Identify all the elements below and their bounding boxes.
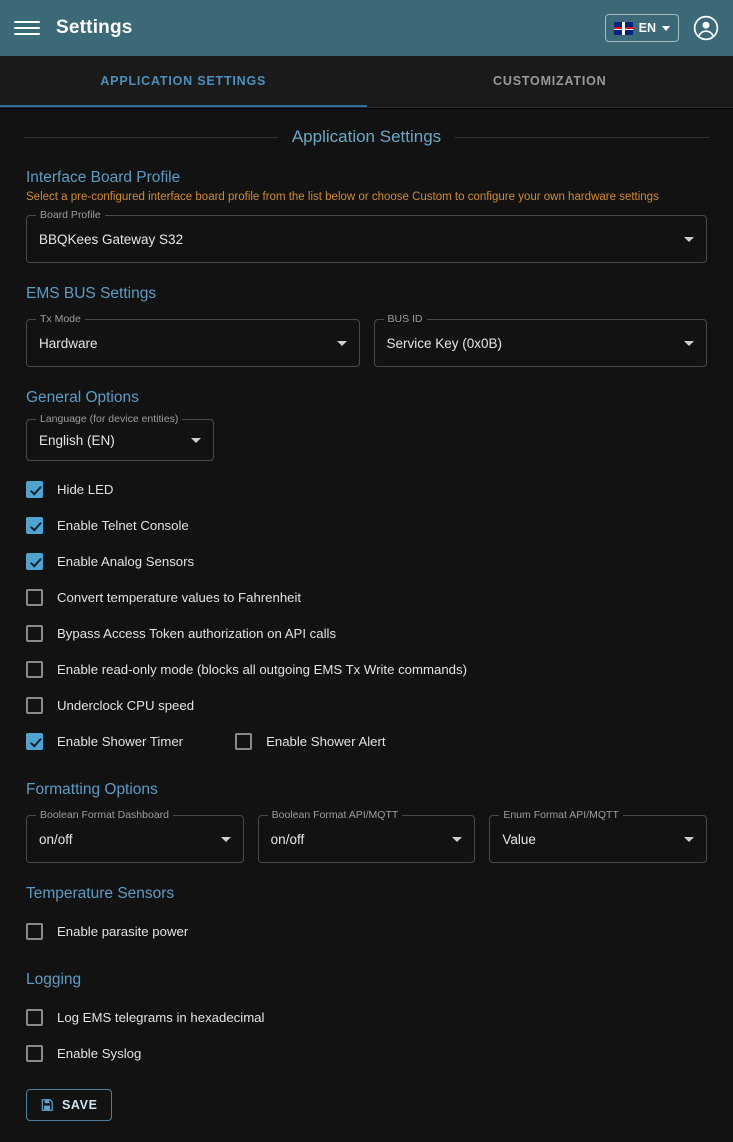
tab-customization-label: CUSTOMIZATION [493,73,607,88]
tab-application-settings-label: APPLICATION SETTINGS [100,73,267,88]
language-selector-button[interactable] [605,14,679,42]
checkbox-row-read-only-mode [26,651,707,687]
save-button[interactable] [26,1089,112,1121]
ems-bus-row [26,307,707,367]
divider-left [24,137,278,138]
section-formatting-options [12,781,721,863]
settings-tabs [0,56,733,108]
checkbox-enable-telnet-console[interactable] [26,517,43,534]
section-general-options [12,389,721,759]
checkbox-row-bypass-token [26,615,707,651]
section-title-ems-bus: EMS BUS Settings [26,285,157,302]
checkbox-label-hide-led: Hide LED [57,481,114,497]
boolean-format-dashboard-select[interactable] [26,809,244,863]
bus-id-value: Service Key (0x0B) [386,335,503,351]
section-title-general-options: General Options [26,389,139,406]
divider-right [455,137,709,138]
bus-id-label: BUS ID [384,313,427,325]
bus-id-field-wrap [374,313,708,367]
checkbox-label-underclock-cpu: Underclock CPU speed [57,697,195,713]
checkbox-hide-led[interactable] [26,481,43,498]
logging-checkbox-list [26,999,707,1071]
save-button-label: SAVE [62,1098,98,1112]
checkbox-label-read-only-mode: Enable read-only mode (blocks all outgoing EMS Tx Write commands) [57,661,467,677]
enum-format-api-label: Enum Format API/MQTT [499,809,623,821]
chevron-down-icon [662,26,670,31]
checkbox-label-parasite-power: Enable parasite power [57,923,189,939]
device-language-value: English (EN) [39,432,115,448]
boolean-format-dashboard-label: Boolean Format Dashboard [36,809,173,821]
section-ems-bus-settings [12,285,721,367]
checkbox-label-bypass-token: Bypass Access Token authorization on API calls [57,625,337,641]
checkbox-label-shower-timer: Enable Shower Timer [57,733,184,749]
checkbox-row-shower [26,723,707,759]
tab-customization[interactable] [367,56,733,107]
checkbox-enable-shower-alert[interactable] [235,733,252,750]
checkbox-log-ems-telegrams-hex[interactable] [26,1009,43,1026]
checkbox-label-fahrenheit: Convert temperature values to Fahrenheit [57,589,302,605]
checkbox-label-telnet-console: Enable Telnet Console [57,517,189,533]
section-title-logging: Logging [26,971,82,988]
checkbox-row-log-hex [26,999,707,1035]
checkbox-row-parasite-power [26,913,707,949]
checkbox-row-underclock-cpu [26,687,707,723]
bool-dashboard-field-wrap [26,809,244,863]
boolean-format-api-label: Boolean Format API/MQTT [268,809,403,821]
chevron-down-icon [684,837,694,842]
section-logging [12,971,721,1071]
enum-api-field-wrap [489,809,707,863]
tx-mode-value: Hardware [39,335,98,351]
chevron-down-icon [337,341,347,346]
account-circle-icon[interactable] [693,15,719,41]
checkbox-label-log-hex: Log EMS telegrams in hexadecimal [57,1009,265,1025]
general-options-checkbox-list [26,471,707,759]
language-field-wrap [26,413,214,461]
checkbox-enable-parasite-power[interactable] [26,923,43,940]
top-app-bar [0,0,733,56]
hamburger-menu-icon[interactable] [14,15,40,41]
checkbox-row-telnet-console [26,507,707,543]
settings-content [0,108,733,1142]
tx-mode-label: Tx Mode [36,313,85,325]
board-profile-select[interactable] [26,209,707,263]
chevron-down-icon [191,438,201,443]
formatting-row [26,803,707,863]
checkbox-row-analog-sensors [26,543,707,579]
section-title-interface-board: Interface Board Profile [26,169,181,186]
section-title-formatting-options: Formatting Options [26,781,158,798]
chevron-down-icon [684,237,694,242]
tab-application-settings[interactable] [0,56,367,107]
checkbox-enable-read-only-mode[interactable] [26,661,43,678]
checkbox-enable-shower-timer[interactable] [26,733,43,750]
section-interface-board-profile [12,169,721,263]
checkbox-row-hide-led [26,471,707,507]
chevron-down-icon [452,837,462,842]
section-description-interface-board: Select a pre-configured interface board profile from the list below or choose Custom to configure your own hardware settings [26,191,659,203]
bus-id-select[interactable] [374,313,708,367]
bool-api-field-wrap [258,809,476,863]
device-language-label: Language (for device entities) [36,413,182,425]
board-profile-field-wrap [26,209,707,263]
temperature-sensors-checkbox-list [26,913,707,949]
checkbox-underclock-cpu-speed[interactable] [26,697,43,714]
tx-mode-select[interactable] [26,313,360,367]
language-code-label: EN [638,21,656,35]
save-disk-icon [40,1098,54,1112]
tx-mode-field-wrap [26,313,360,367]
checkbox-label-syslog: Enable Syslog [57,1045,142,1061]
checkbox-row-fahrenheit [26,579,707,615]
checkbox-label-analog-sensors: Enable Analog Sensors [57,553,195,569]
checkbox-enable-syslog[interactable] [26,1045,43,1062]
board-profile-value: BBQKees Gateway S32 [39,231,184,247]
device-language-select[interactable] [26,413,214,461]
enum-format-api-value: Value [502,831,536,847]
chevron-down-icon [684,341,694,346]
boolean-format-api-select[interactable] [258,809,476,863]
section-temperature-sensors [12,885,721,949]
chevron-down-icon [221,837,231,842]
checkbox-row-syslog [26,1035,707,1071]
enum-format-api-select[interactable] [489,809,707,863]
page-title: Settings [56,17,133,38]
checkbox-enable-analog-sensors[interactable] [26,553,43,570]
checkbox-bypass-access-token[interactable] [26,625,43,642]
uk-flag-icon [614,22,633,35]
board-profile-label: Board Profile [36,209,105,221]
checkbox-label-shower-alert: Enable Shower Alert [266,733,386,749]
boolean-format-dashboard-value: on/off [39,831,73,847]
content-title-row [12,109,721,147]
content-title: Application Settings [291,127,442,146]
checkbox-convert-to-fahrenheit[interactable] [26,589,43,606]
save-button-row [12,1071,721,1121]
boolean-format-api-value: on/off [270,831,305,847]
section-title-temperature-sensors: Temperature Sensors [26,885,175,902]
